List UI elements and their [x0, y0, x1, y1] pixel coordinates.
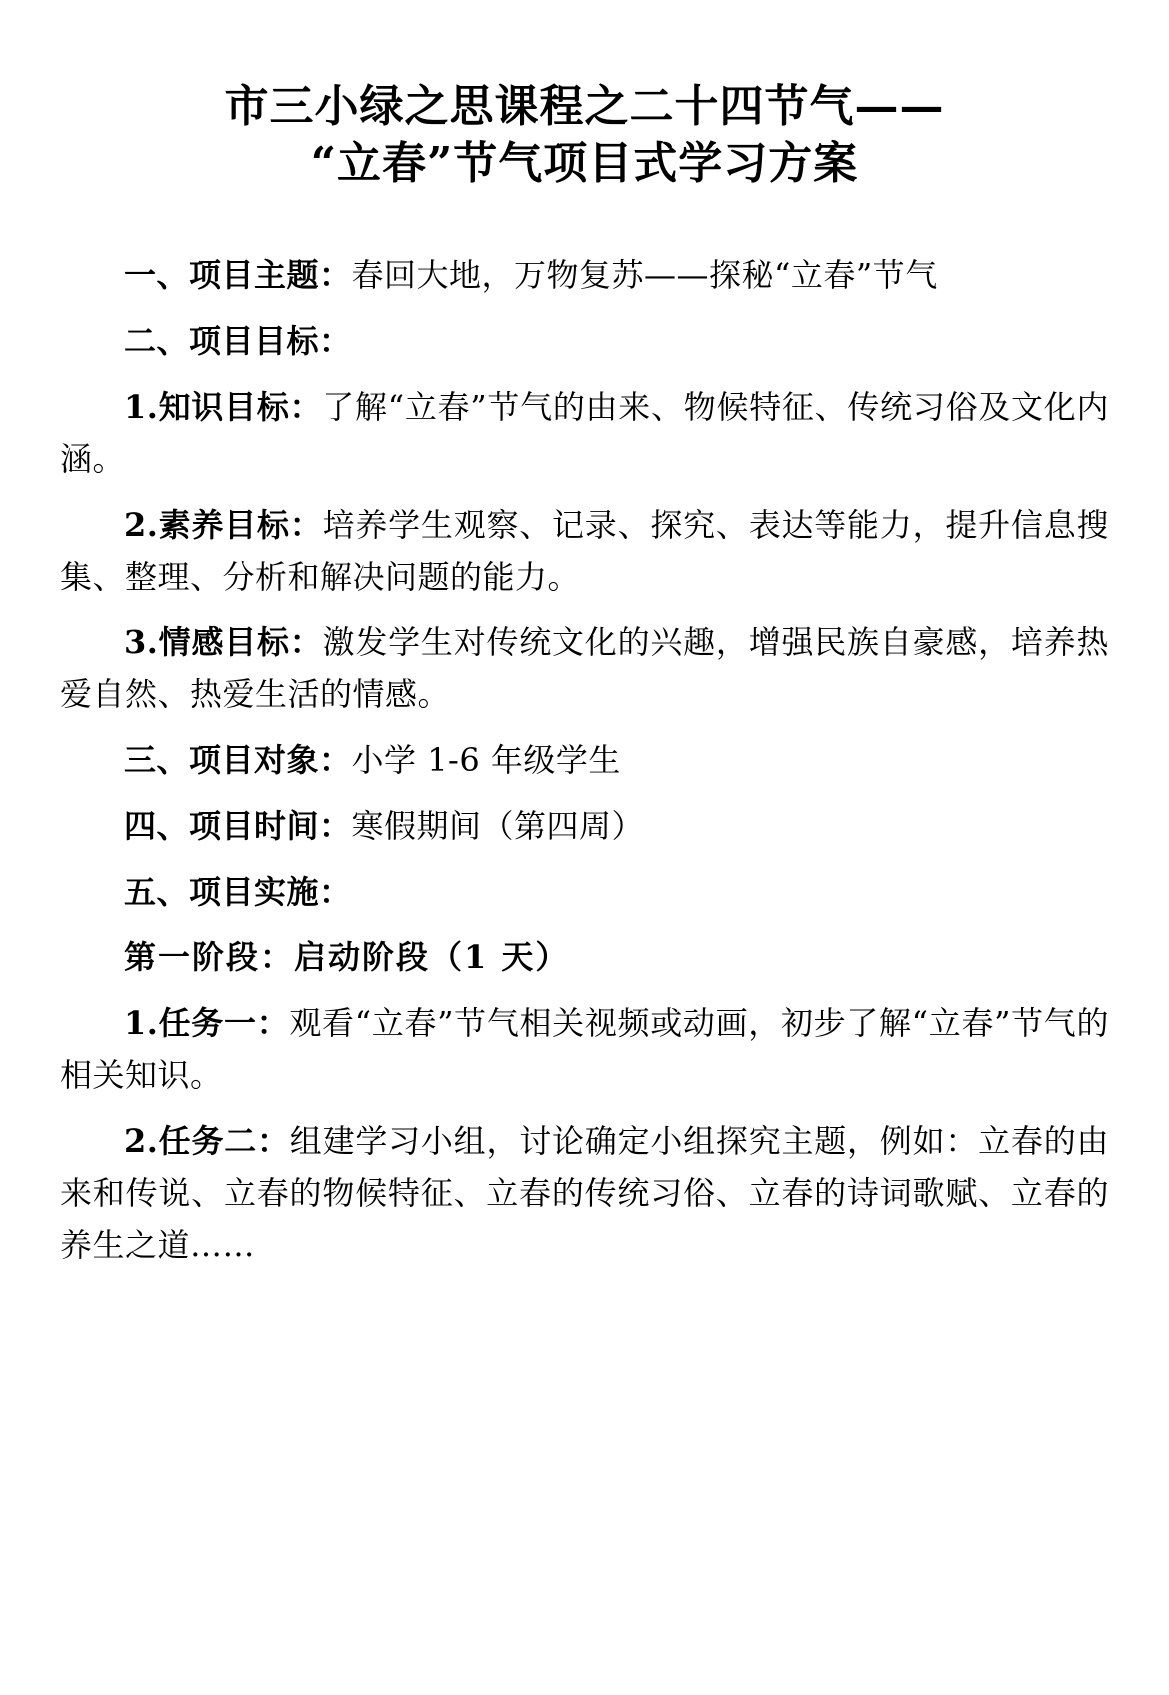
- task-label-two: 2.任务二：: [124, 1121, 290, 1160]
- section-emotion-goal: [60, 617, 1109, 721]
- task-value-one: 观看“立春”节气相关视频或动画，初步了解“立春”节气的相关知识。: [60, 1004, 1109, 1095]
- task-two: [60, 1116, 1109, 1271]
- stage-heading-phase-one: 第一阶段：启动阶段（1 天）: [124, 938, 570, 977]
- section-label-knowledge-goal: 1.知识目标：: [124, 388, 323, 427]
- section-project-goals: [60, 316, 1109, 368]
- section-label-project-theme: 一、项目主题：: [124, 256, 352, 295]
- section-label-project-goals: 二、项目目标：: [124, 322, 352, 361]
- page-title-line-2: “立春”节气项目式学习方案: [310, 138, 859, 190]
- document-body: [60, 250, 1109, 1271]
- section-project-audience: [60, 735, 1109, 787]
- section-literacy-goal: [60, 500, 1109, 604]
- section-value-project-time: 寒假期间（第四周）: [351, 806, 645, 845]
- section-label-literacy-goal: 2.素养目标：: [124, 505, 323, 544]
- section-label-project-implementation: 五、项目实施：: [124, 872, 352, 911]
- section-label-project-audience: 三、项目对象：: [124, 741, 352, 779]
- section-knowledge-goal: [60, 382, 1109, 486]
- section-label-emotion-goal: 3.情感目标：: [124, 623, 323, 662]
- task-value-two: 组建学习小组，讨论确定小组探究主题，例如：立春的由来和传说、立春的物候特征、立春的传统习俗、立春的诗词歌赋、立春的养生之道……: [60, 1121, 1109, 1264]
- task-one: [60, 998, 1109, 1102]
- section-value-project-theme: 春回大地，万物复苏——探秘“立春”节气: [351, 256, 938, 295]
- section-value-emotion-goal: 激发学生对传统文化的兴趣，增强民族自豪感，培养热爱自然、热爱生活的情感。: [60, 623, 1109, 714]
- section-value-literacy-goal: 培养学生观察、记录、探究、表达等能力，提升信息搜集、整理、分析和解决问题的能力。: [60, 505, 1109, 596]
- section-project-theme: [60, 250, 1109, 302]
- section-label-project-time: 四、项目时间：: [124, 806, 352, 845]
- section-value-project-audience: 小学 1-6 年级学生: [351, 741, 621, 779]
- section-project-implementation: [60, 867, 1109, 919]
- page-title-line-1: 市三小绿之思课程之二十四节气——: [224, 81, 945, 132]
- task-label-one: 1.任务一：: [124, 1004, 290, 1043]
- page-title: [60, 78, 1109, 192]
- section-value-knowledge-goal: 了解“立春”节气的由来、物候特征、传统习俗及文化内涵。: [60, 388, 1109, 478]
- section-project-time: [60, 801, 1109, 853]
